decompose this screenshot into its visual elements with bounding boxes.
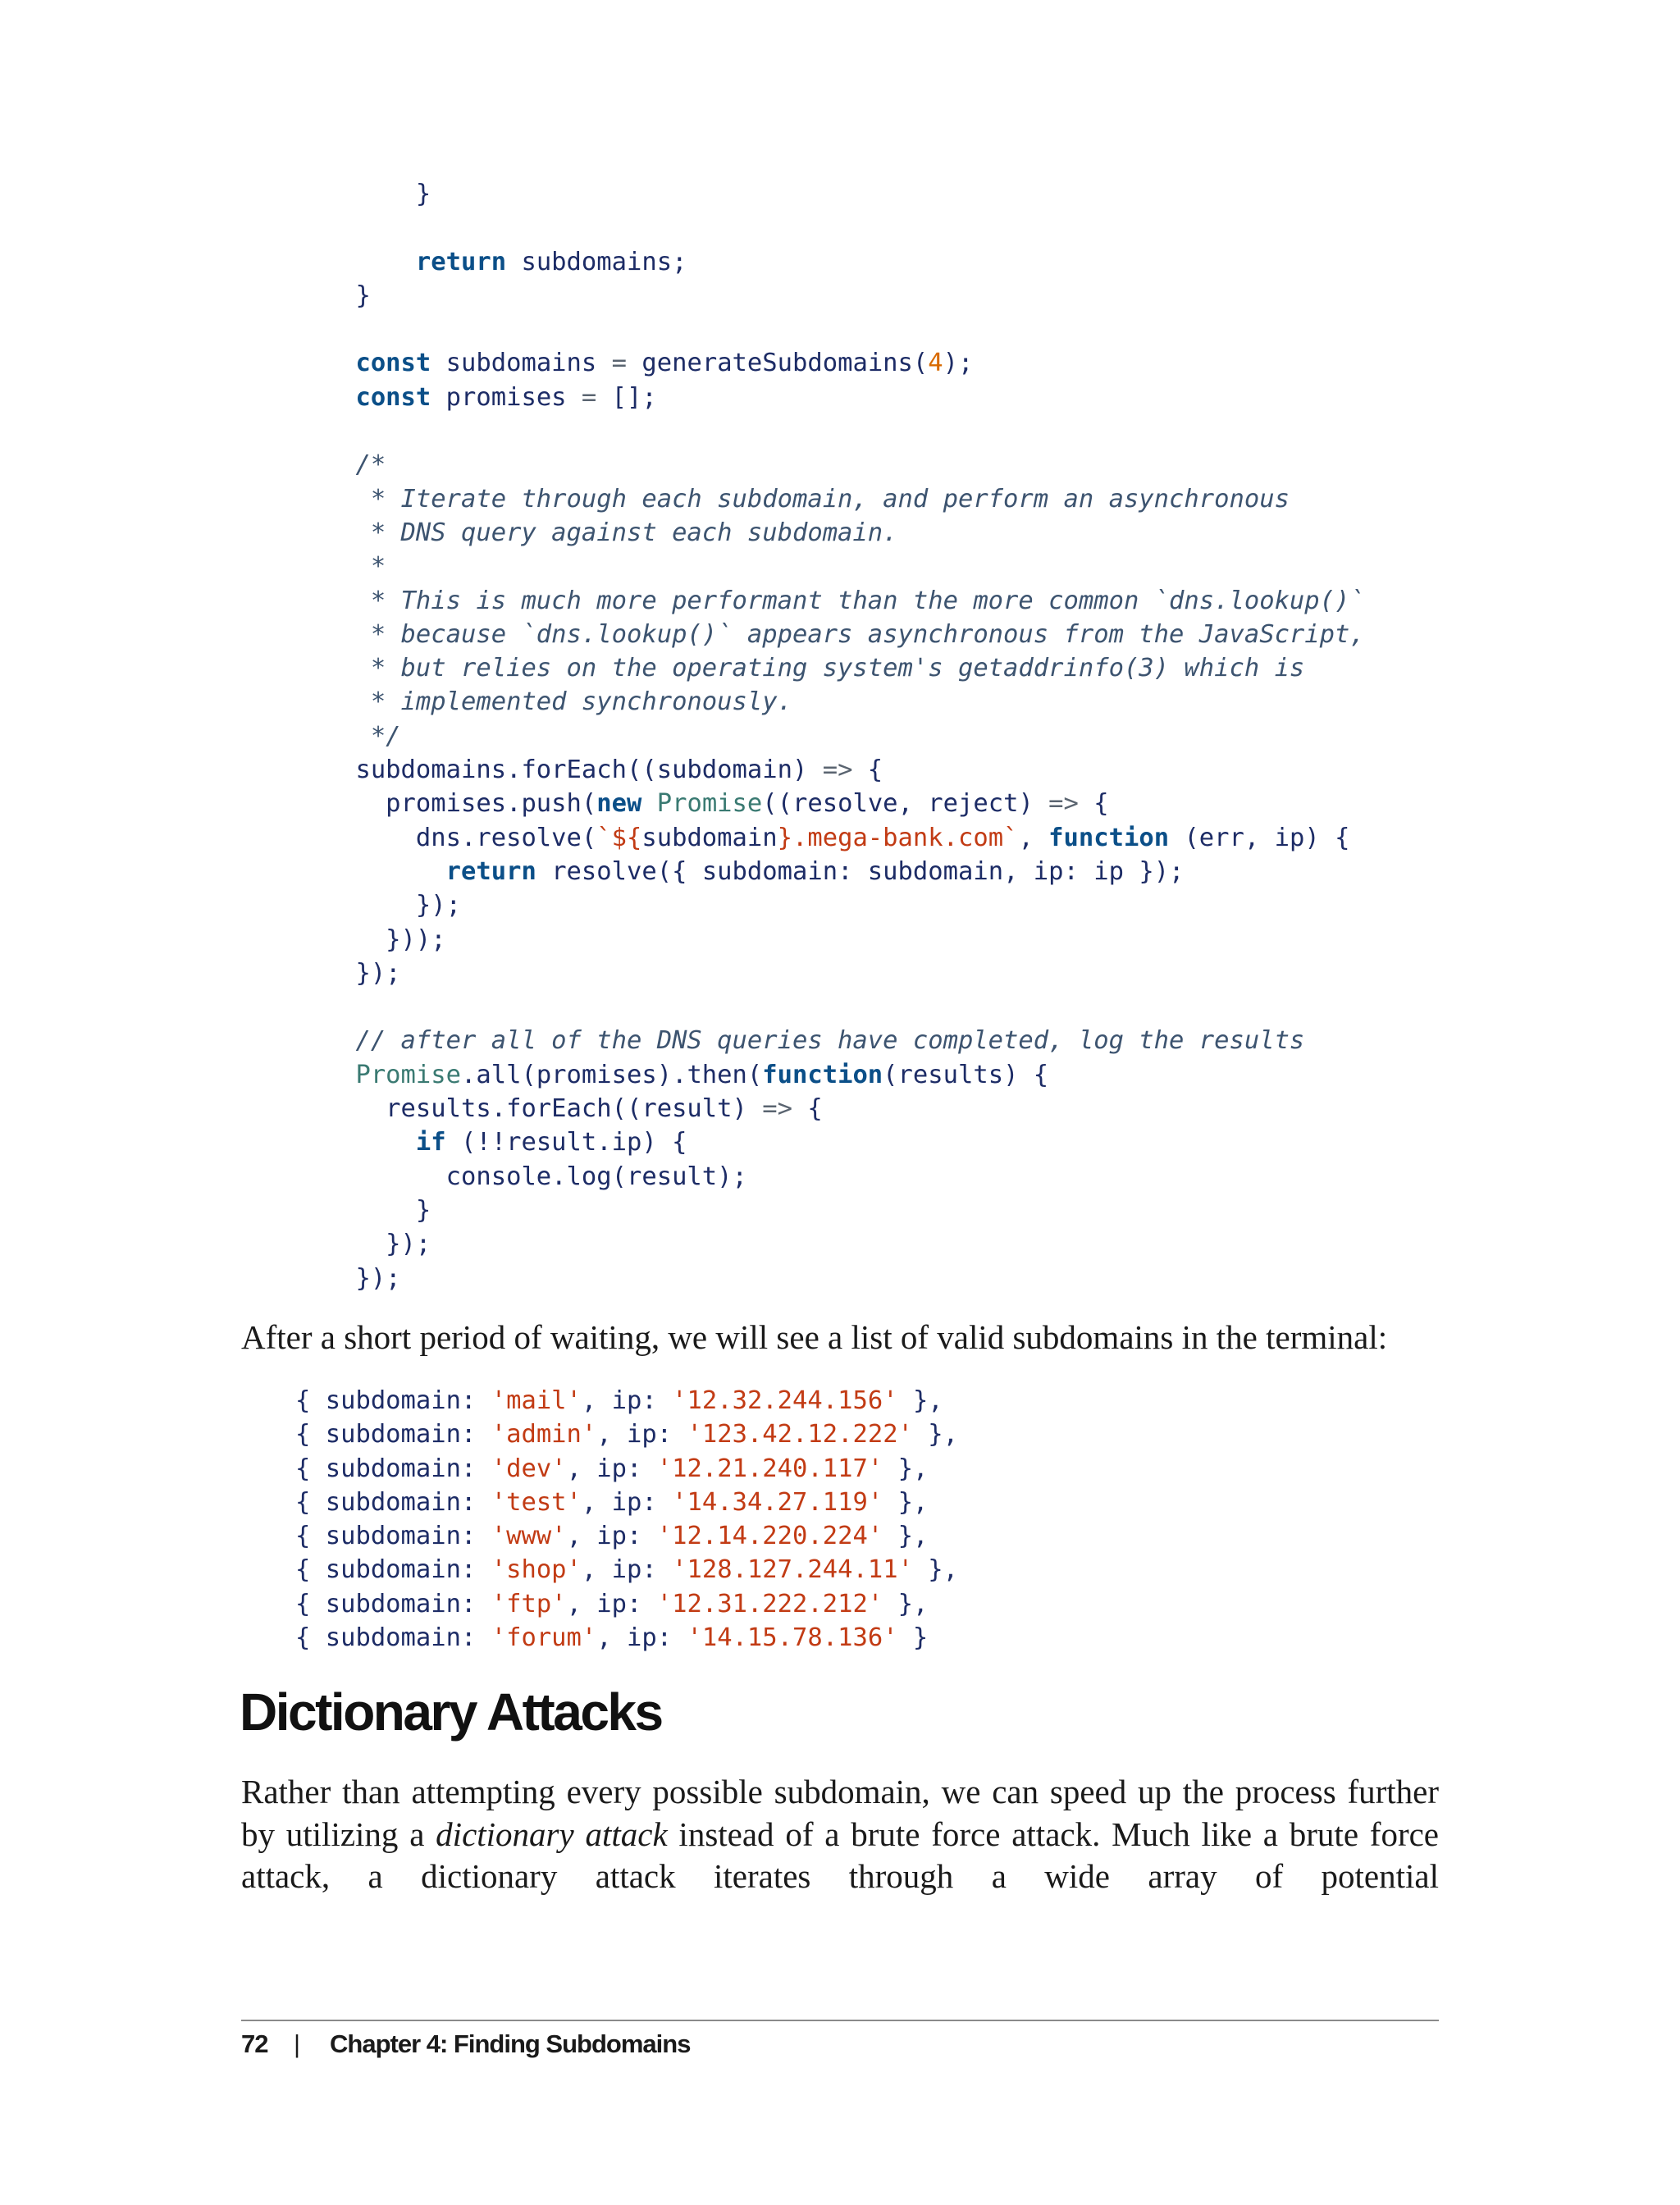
section-heading: Dictionary Attacks [240,1682,662,1742]
output-row: { subdomain: 'admin', ip: '123.42.12.222' }, [295,1420,959,1449]
code-line: return resolve({ subdomain: subdomain, ip: ip }); [445,856,1185,886]
code-line: subdomains.forEach((subdomain) => { [355,756,883,785]
code-line: Promise.all(promises).then(function(results) { [355,1060,1049,1089]
emphasis-term: dictionary attack [436,1815,668,1853]
footer-separator: | [294,2029,300,2058]
footer-rule [241,2020,1439,2021]
code-line: const subdomains = generateSubdomains(4); [355,349,974,378]
code-line: }); [355,1263,401,1293]
code-line: // after all of the DNS queries have completed, log the results [355,1026,1305,1056]
dictionary-paragraph [241,1771,1439,1898]
paragraph-text: instead of a brute force attack. Much like a brute force attack, a dictionary attack iterates through a wide array of potential [241,1815,1439,1895]
code-line: })); [355,924,446,954]
code-line: }); [355,891,461,920]
code-line: results.forEach((result) => { [355,1094,823,1124]
code-line: } [415,180,431,208]
paragraph-text: Rather than attempting every possible subdomain, we can speed up the process further by utilizing a [241,1773,1439,1853]
code-line: promises.push(new Promise((resolve, reject) => { [355,789,1109,819]
code-line: } [355,281,371,310]
output-row: { subdomain: 'mail', ip: '12.32.244.156' }, [295,1386,943,1415]
code-line: return subdomains; [415,247,687,276]
output-row: { subdomain: 'shop', ip: '128.127.244.11' }, [295,1555,959,1585]
code-line: if (!!result.ip) { [415,1128,687,1157]
intro-text: After a short period of waiting, we will see a list of valid subdomains in the terminal: [241,1318,1388,1356]
output-row: { subdomain: 'ftp', ip: '12.31.222.212' }, [295,1589,929,1618]
code-listing [295,177,1365,1295]
code-line: const promises = []; [355,382,657,412]
terminal-output [295,1384,958,1655]
output-row: { subdomain: 'test', ip: '14.34.27.119' }, [295,1487,929,1517]
code-comment: /* * Iterate through each subdomain, and perform an asynchronous * DNS query against each subdomain. * * This is much more performant than the more common `dns.lookup()` * because `dns.lookup()` appears asynchronous from the JavaScript, * but relies on the operating system's getaddrinfo(3) which is * implemented synchronously. */ [355,450,1365,751]
code-line: console.log(result); [355,1162,747,1191]
output-row: { subdomain: 'forum', ip: '14.15.78.136' } [295,1623,929,1653]
code-line: } [355,1195,431,1225]
code-line: }); [355,1230,431,1259]
code-line: dns.resolve(`${subdomain}.mega-bank.com`, function (err, ip) { [355,823,1350,852]
output-row: { subdomain: 'www', ip: '12.14.220.224' }, [295,1522,929,1551]
running-chapter-title: Chapter 4: Finding Subdomains [330,2029,691,2058]
page-number: 72 [241,2029,268,2058]
code-line: }); [355,958,401,988]
output-row: { subdomain: 'dev', ip: '12.21.240.117' }, [295,1454,929,1483]
